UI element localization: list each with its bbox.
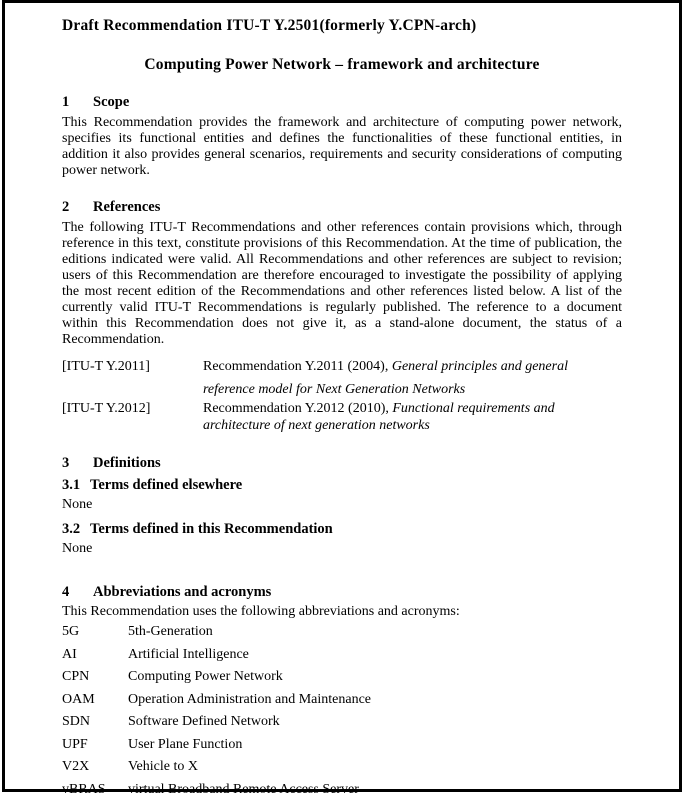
section-heading-label: Definitions xyxy=(93,455,161,471)
section-heading-references xyxy=(62,198,622,216)
scope-paragraph: This Recommendation provides the framework and architecture of computing power network, specifies its functional entities and defines the functionalities of these functional entities, in addition it also provides general scenarios, requirements and security considerations of computing power network. xyxy=(62,115,622,178)
document-page xyxy=(5,3,679,798)
section-heading-label: Scope xyxy=(93,94,130,110)
reference-citation: Recommendation Y.2012 (2010), xyxy=(203,401,393,416)
abbreviation-row xyxy=(62,737,622,753)
abbreviation-row xyxy=(62,647,622,663)
section-heading-label: References xyxy=(93,199,161,215)
reference-label: [ITU-T Y.2011] xyxy=(62,359,150,374)
subsection-heading-label: Terms defined elsewhere xyxy=(90,477,243,493)
abbreviation-definition: Operation Administration and Maintenance xyxy=(128,691,371,707)
abbreviation-row xyxy=(62,782,622,798)
document-subtitle: Computing Power Network – framework and architecture xyxy=(144,56,540,73)
document-title: Draft Recommendation ITU-T Y.2501(formerly Y.CPN-arch) xyxy=(62,17,477,34)
subsection-number: 3.1 xyxy=(62,477,81,493)
abbreviation-term: OAM xyxy=(62,691,95,707)
references-paragraph: The following ITU-T Recommendations and other references contain provisions which, through reference in this text, constitute provisions of this Recommendation. At the time of publication, the editions indicated were valid. All Recommendations and other references are subject to revision; users of this Recommendation are therefore encouraged to investigate the possibility of applying the most recent edition of the Recommendations and other references listed below. A list of the currently valid ITU-T Recommendations is regularly published. The reference to a document within this Recommendation does not give it, as a stand-alone document, the status of a Recommendation. xyxy=(62,220,622,347)
subsection-heading-label: Terms defined in this Recommendation xyxy=(90,521,333,537)
terms-defined-here-body: None xyxy=(62,541,93,556)
reference-entry xyxy=(203,355,622,401)
abbreviation-definition: Computing Power Network xyxy=(128,669,283,684)
abbreviation-definition: Artificial Intelligence xyxy=(128,646,249,662)
abbreviation-row xyxy=(62,714,622,730)
section-heading-label: Abbreviations and acronyms xyxy=(93,584,272,600)
abbreviations-intro: This Recommendation uses the following abbreviations and acronyms: xyxy=(62,604,460,619)
reference-item xyxy=(62,355,622,401)
section-number: 2 xyxy=(62,199,70,215)
reference-work-title: General principles and general reference model for Next Generation Networks xyxy=(203,359,568,397)
section-number: 4 xyxy=(62,584,70,600)
abbreviation-row xyxy=(62,669,622,685)
abbreviation-definition: virtual Broadband Remote Access Server xyxy=(128,781,359,797)
abbreviation-term: vBRAS xyxy=(62,781,106,797)
abbreviation-term: CPN xyxy=(62,669,90,684)
subsection-heading-terms-elsewhere xyxy=(62,476,622,494)
abbreviation-term: AI xyxy=(62,646,77,662)
subsection-number: 3.2 xyxy=(62,521,81,537)
section-number: 3 xyxy=(62,455,70,471)
abbreviation-term: V2X xyxy=(62,759,90,774)
abbreviations-list xyxy=(62,624,622,798)
reference-item xyxy=(62,401,622,434)
abbreviation-definition: Software Defined Network xyxy=(128,714,280,729)
terms-elsewhere-body: None xyxy=(62,497,93,512)
abbreviation-term: UPF xyxy=(62,736,88,752)
reference-entry xyxy=(203,401,622,434)
abbreviation-term: SDN xyxy=(62,714,91,729)
section-heading-scope xyxy=(62,93,622,111)
document-frame xyxy=(2,0,682,797)
section-heading-abbreviations xyxy=(62,583,622,601)
section-heading-definitions xyxy=(62,454,622,472)
reference-label: [ITU-T Y.2012] xyxy=(62,401,151,416)
abbreviation-definition: Vehicle to X xyxy=(128,759,198,774)
abbreviation-row xyxy=(62,624,622,640)
subsection-heading-terms-defined-here xyxy=(62,520,622,538)
reference-citation: Recommendation Y.2011 (2004), xyxy=(203,359,392,374)
abbreviation-row xyxy=(62,692,622,708)
abbreviation-row xyxy=(62,759,622,775)
section-number: 1 xyxy=(62,94,70,110)
abbreviation-definition: 5th-Generation xyxy=(128,624,213,639)
abbreviation-definition: User Plane Function xyxy=(128,736,243,752)
reference-work-title: Functional requirements and architecture of next generation networks xyxy=(203,401,555,433)
abbreviation-term: 5G xyxy=(62,624,80,639)
